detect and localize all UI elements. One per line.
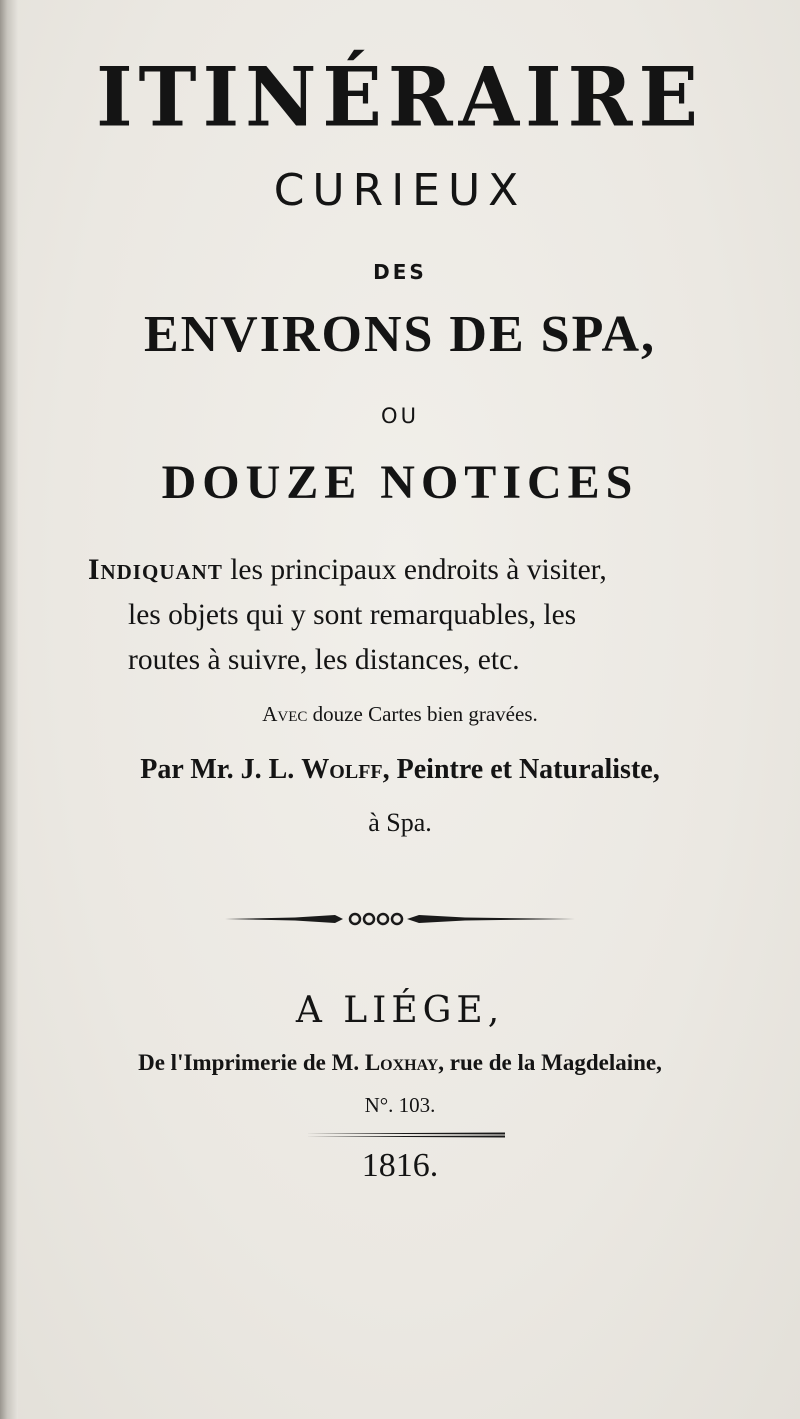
imprint-city: A LIÉGE, <box>295 990 505 1031</box>
title-itineraire: ITINÉRAIRE <box>96 49 704 146</box>
author-place: à Spa. <box>368 808 432 837</box>
imprint-number: N°. 103. <box>364 1093 436 1117</box>
title-environs-de-spa: ENVIRONS DE SPA, <box>143 306 657 363</box>
description-line-2: les objets qui y sont remarquables, les <box>128 599 577 631</box>
imprint-printer-name: Loxhay <box>364 1050 439 1075</box>
title-des: DES <box>373 260 427 284</box>
maps-note <box>0 702 800 727</box>
title-ou: OU <box>381 404 419 428</box>
author-par: Par <box>140 754 191 785</box>
imprint-printer-prefix: De l'Imprimerie de M. <box>138 1050 365 1075</box>
double-rule <box>305 1132 505 1138</box>
ornament-divider <box>225 912 575 926</box>
description-lead: Indiquant <box>88 554 223 586</box>
publication-year: 1816. <box>361 1147 439 1184</box>
description-line-1: les principaux endroits à visiter, <box>222 554 607 586</box>
author-title: Mr. J. L. <box>190 754 302 785</box>
author-line <box>0 754 800 786</box>
title-curieux: CURIEUX <box>273 165 527 216</box>
description-line-3: routes à suivre, les distances, etc. <box>128 644 520 676</box>
author-name: Wolff <box>301 754 383 785</box>
maps-note-avec: Avec <box>262 702 308 726</box>
description-paragraph <box>88 548 728 683</box>
imprint-printer <box>0 1050 800 1076</box>
author-profession: , Peintre et Naturaliste, <box>382 754 660 785</box>
imprint-printer-suffix: , rue de la Magdelaine, <box>438 1050 662 1075</box>
maps-note-rest: douze Cartes bien gravées. <box>307 702 538 726</box>
title-douze-notices: DOUZE NOTICES <box>161 456 639 509</box>
